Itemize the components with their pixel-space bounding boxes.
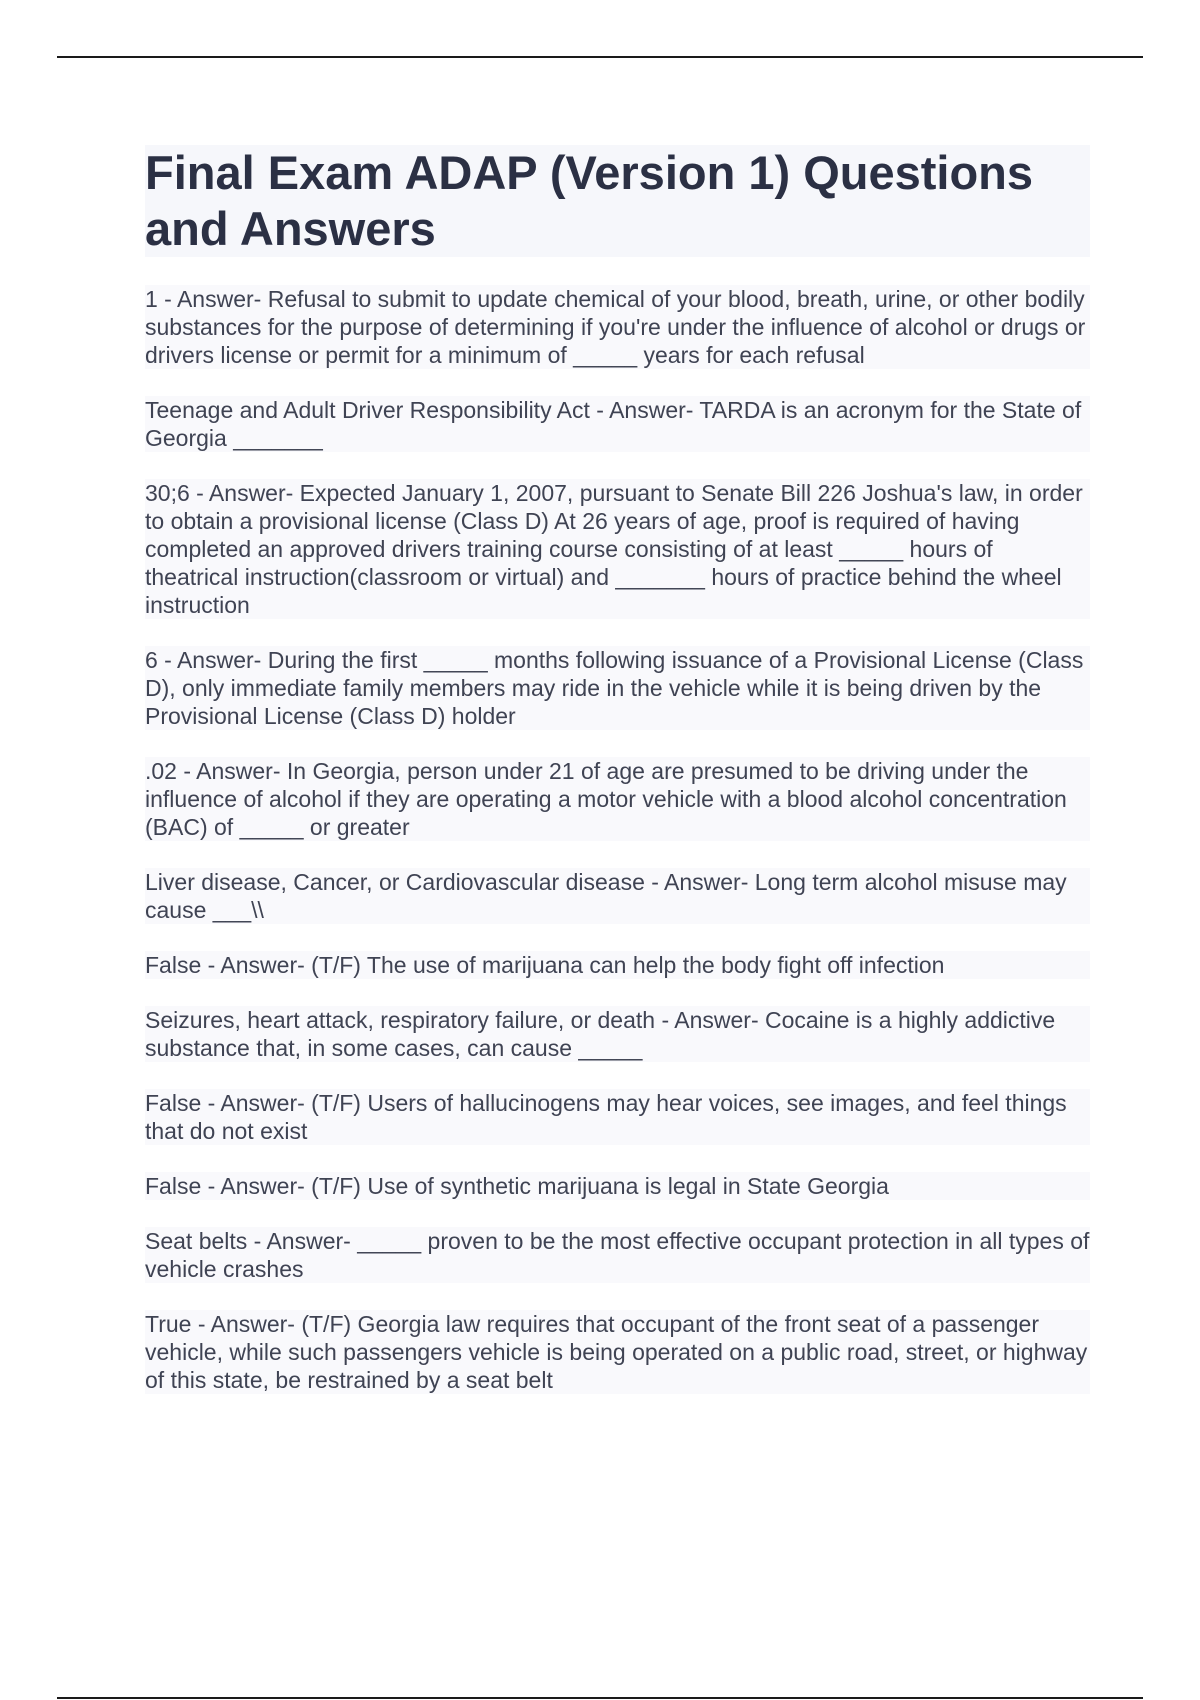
qa-item: Seizures, heart attack, respiratory failure, or death - Answer- Cocaine is a highly addictive substance that, in some cases, can cause _____ [145,1006,1090,1062]
document-page [145,145,1096,1421]
document-title: Final Exam ADAP (Version 1) Questions and Answers [145,146,1034,255]
top-rule [57,56,1143,58]
qa-item: Teenage and Adult Driver Responsibility Act - Answer- TARDA is an acronym for the State of Georgia _______ [145,396,1090,452]
title-box [145,145,1090,257]
qa-item: Liver disease, Cancer, or Cardiovascular disease - Answer- Long term alcohol misuse may cause ___\\ [145,868,1090,924]
qa-item: Seat belts - Answer- _____ proven to be the most effective occupant protection in all types of vehicle crashes [145,1228,1096,1282]
bottom-rule [57,1697,1143,1699]
qa-item: 30;6 - Answer- Expected January 1, 2007, pursuant to Senate Bill 226 Joshua's law, in order to obtain a provisional license (Class D) At 26 years of age, proof is required of having completed an approved drivers training course consisting of at least _____ hours of theatrical instruction(classroom or virtual) and _______ hours of practice behind the wheel instruction [145,480,1090,618]
qa-item: .02 - Answer- In Georgia, person under 21 of age are presumed to be driving under the influence of alcohol if they are operating a motor vehicle with a blood alcohol concentration (BAC) of _____ or greater [145,757,1090,841]
qa-item: False - Answer- (T/F) The use of marijuana can help the body fight off infection [145,951,1090,979]
qa-item: False - Answer- (T/F) Use of synthetic marijuana is legal in State Georgia [145,1172,1090,1200]
qa-item: 1 - Answer- Refusal to submit to update chemical of your blood, breath, urine, or other bodily substances for the purpose of determining if you're under the influence of alcohol or drugs or drivers license or permit for a minimum of _____ years for each refusal [145,286,1092,368]
qa-item: 6 - Answer- During the first _____ months following issuance of a Provisional License (Class D), only immediate family members may ride in the vehicle while it is being driven by the Provisional License (Class D) holder [145,647,1090,729]
qa-list [145,285,1096,1394]
qa-item: False - Answer- (T/F) Users of hallucinogens may hear voices, see images, and feel things that do not exist [145,1089,1090,1145]
qa-item: True - Answer- (T/F) Georgia law requires that occupant of the front seat of a passenger vehicle, while such passengers vehicle is being operated on a public road, street, or highway of this state, be restrained by a seat belt [145,1311,1094,1393]
